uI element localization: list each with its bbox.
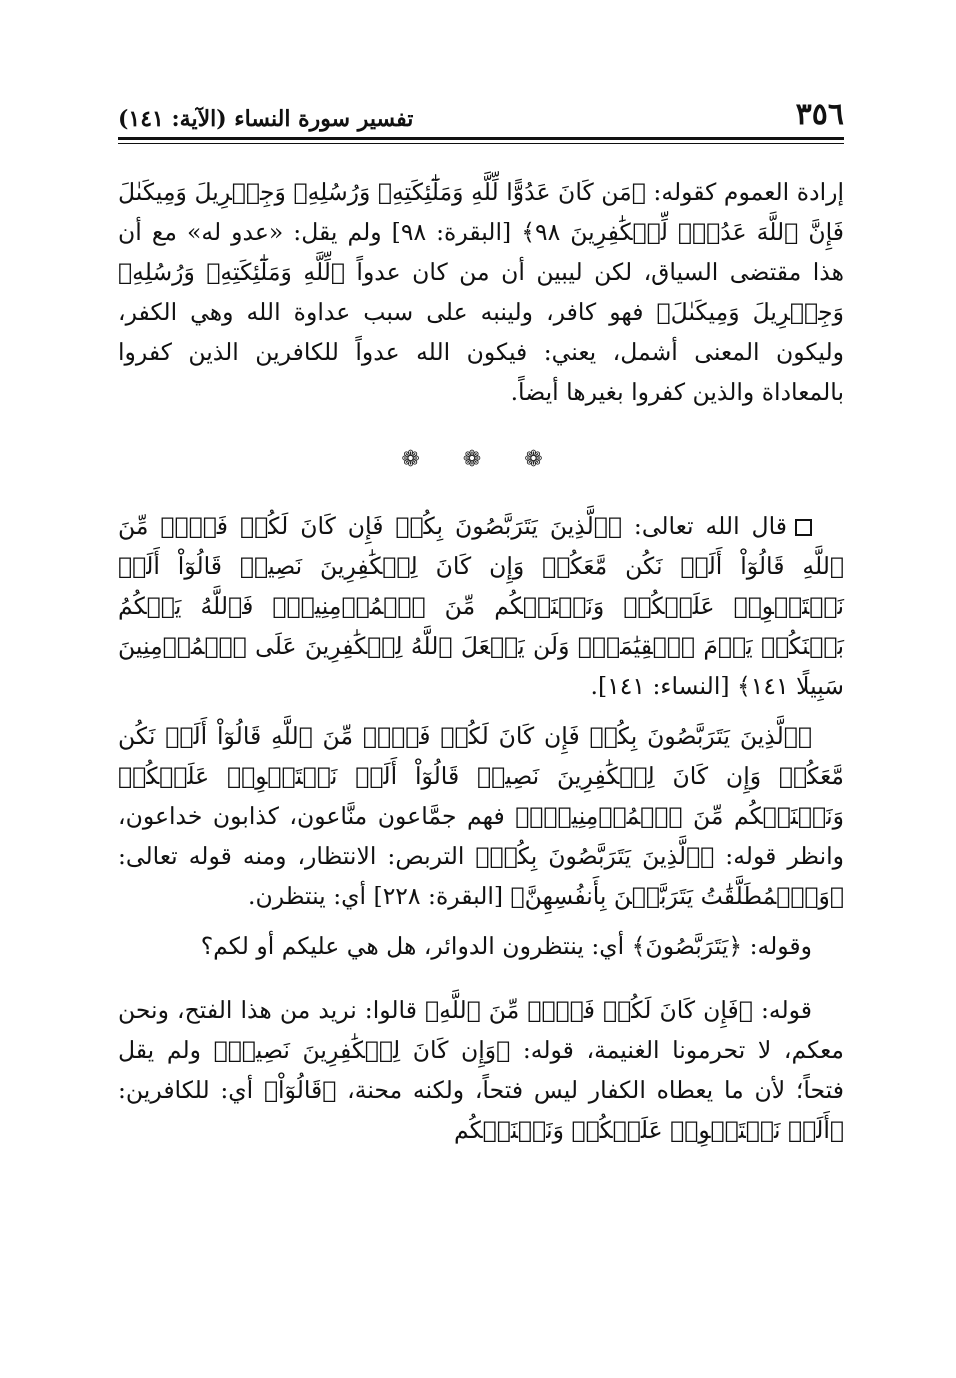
header-rule-thin [118,143,844,144]
paragraph-2-text: قال الله تعالى: ﴿ٱلَّذِينَ يَتَرَبَّصُونَ بِكُمۡ فَإِن كَانَ لَكُمۡ فَتۡحٞ مِّنَ ٱللَّهِ قَالُوٓاْ أَلَمۡ نَكُن مَّعَكُمۡ وَإِن كَانَ لِلۡكَٰفِرِينَ نَصِيبٞ قَالُوٓاْ أَلَمۡ نَسۡتَحۡوِذۡ عَلَيۡكُمۡ وَنَمۡنَعۡكُم مِّنَ ٱلۡمُؤۡمِنِينَۚ فَٱللَّهُ يَحۡكُمُ بَيۡنَكُمۡ يَوۡمَ ٱلۡقِيَٰمَةِۗ وَلَن يَجۡعَلَ ٱللَّهُ لِلۡكَٰفِرِينَ عَلَى ٱلۡمُؤۡمِنِينَ سَبِيلًا ١٤١﴾ [النساء: ١٤١]. [118,512,844,700]
running-title: تفسير سورة النساء (الآية: ١٤١) [118,106,414,132]
paragraph-3: ﴿ٱلَّذِينَ يَتَرَبَّصُونَ بِكُمۡ فَإِن كَانَ لَكُمۡ فَتۡحٞ مِّنَ ٱللَّهِ قَالُوٓاْ أَلَمۡ نَكُن مَّعَكُمۡ وَإِن كَانَ لِلۡكَٰفِرِينَ نَصِيبٞ قَالُوٓاْ أَلَمۡ نَسۡتَحۡوِذۡ عَلَيۡكُمۡ وَنَمۡنَعۡكُم مِّنَ ٱلۡمُؤۡمِنِينَۚ﴾ فهم جمَّاعون منَّاعون، كذابون خداعون، وانظر قوله: ﴿ٱلَّذِينَ يَتَرَبَّصُونَ بِكُمۡ﴾ التربص: الانتظار، ومنه قوله تعالى: ﴿وَٱلۡمُطَلَّقَٰتُ يَتَرَبَّصۡنَ بِأَنفُسِهِنَّ﴾ [البقرة: ٢٢٨] أي: ينتظرن. [118,722,844,910]
page-number: ٣٥٦ [795,97,844,132]
header-rule-thick [118,137,844,140]
paragraph-2-verse [118,506,844,706]
paragraph-1: إرادة العموم كقوله: ﴿مَن كَانَ عَدُوًّا لِّلَّهِ وَمَلَٰٓئِكَتِهِۦ وَرُسُلِهِۦ وَجِبۡرِيلَ وَمِيكَىٰلَ فَإِنَّ ٱللَّهَ عَدُوّٞ لِّلۡكَٰفِرِينَ ٩٨﴾ [البقرة: ٩٨] ولم يقل: «عدو له» مع أن هذا مقتضى السياق، لكن ليبين أن من كان عدواً ﴿لِّلَّهِ وَمَلَٰٓئِكَتِهِۦ وَرُسُلِهِۦ وَجِبۡرِيلَ وَمِيكَىٰلَ﴾ فهو كافر، ولينبه على سبب عداوة الله وهي الكفر، وليكون المعنى أشمل، يعني: فيكون الله عدواً للكافرين الذين كفروا بالمعاداة والذين كفروا بغيرها أيضاً. [118,178,844,406]
paragraph-4: وقوله: ﴿يَتَرَبَّصُونَ﴾ أي: ينتظرون الدوائر، هل هي عليكم أو لكم؟ [200,932,812,960]
section-separator: ❁ ❁ ❁ [401,447,561,472]
paragraph-5: قوله: ﴿فَإِن كَانَ لَكُمۡ فَتۡحٞ مِّنَ ٱللَّهِ﴾ قالوا: نريد من هذا الفتح، ونحن معكم، لا تحرمونا الغنيمة، قوله: ﴿وَإِن كَانَ لِلۡكَٰفِرِينَ نَصِيبٞ﴾ ولم يقل فتحاً؛ لأن ما يعطاه الكفار ليس فتحاً، ولكنه محنة، ﴿قَالُوٓاْ﴾ أي: للكافرين: ﴿أَلَمۡ نَسۡتَحۡوِذۡ عَلَيۡكُمۡ وَنَمۡنَعۡكُم [118,996,844,1144]
page-header [118,86,844,138]
square-bullet-icon [795,519,812,536]
body-text [118,172,844,1150]
